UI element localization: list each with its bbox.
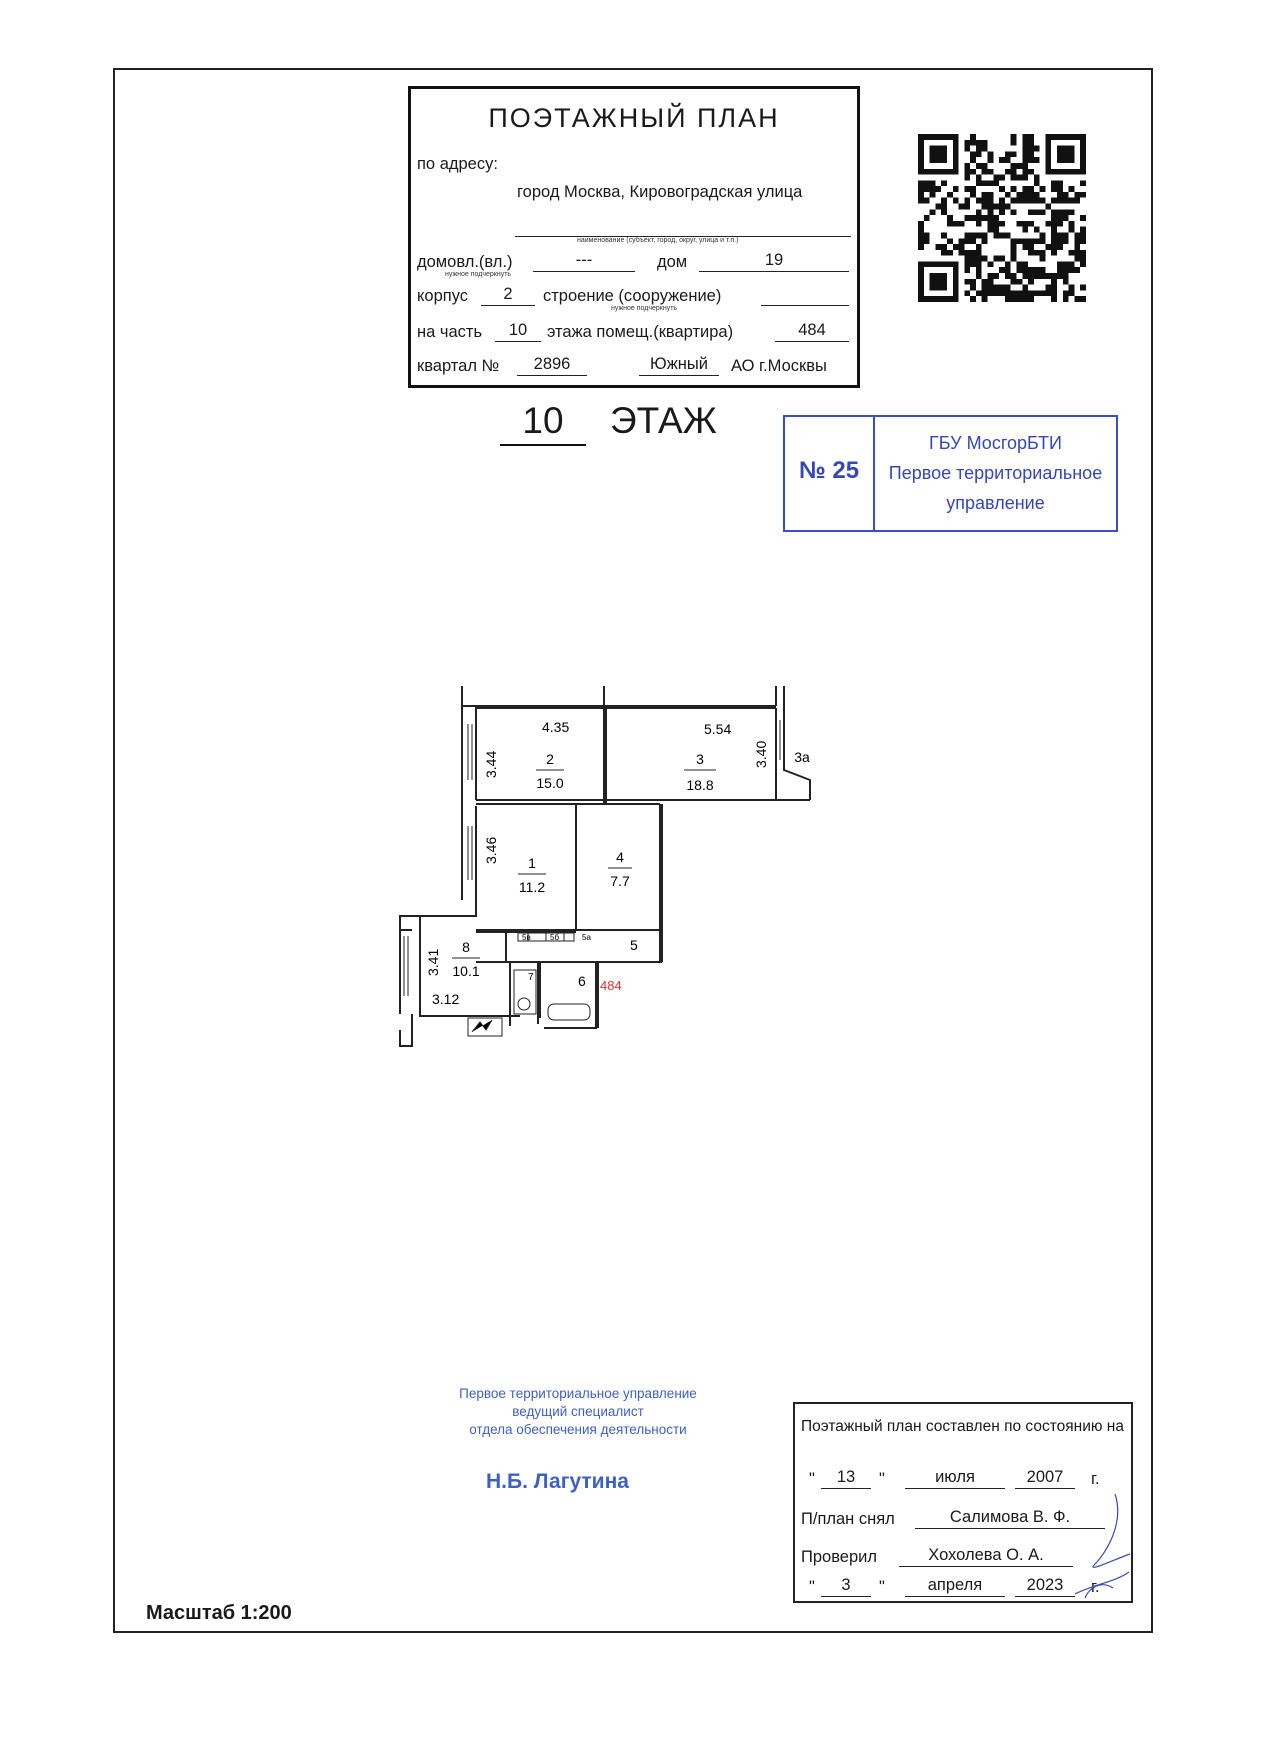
status-box [793,1402,1133,1603]
kvartal-label: квартал № [417,357,500,375]
checked-by: Хохолева О. А. [928,1546,1044,1564]
dim-room2-height: 3.44 [483,750,499,778]
room1-id: 1 [528,855,536,871]
room8-id: 8 [462,939,470,955]
quote-open-1: " [809,1470,815,1488]
dim-room8-height: 3.41 [425,948,441,976]
domovl-value: --- [575,251,593,269]
stamp-org-line2: Первое территориальное [888,463,1103,483]
stamp-org-line3: управление [946,493,1045,513]
pomesh-label: этажа помещ.(квартира) [547,323,734,341]
specialist-name: Н.Б. Лагутина [486,1470,629,1493]
okrug-value: Южный [650,355,708,373]
room2-area: 15.0 [536,775,564,791]
room5b-label: 5б [550,933,560,942]
room4-area: 7.7 [610,873,630,889]
quote-close-1: " [879,1470,885,1488]
surveyed-by: Салимова В. Ф. [949,1508,1071,1526]
quote-open-2: " [809,1578,815,1596]
domovl-hint: нужное подчеркнуть [445,271,512,278]
specialist-line2: ведущий специалист [512,1404,644,1419]
chast-value: 10 [508,321,528,339]
okrug-suffix: АО г.Москвы [731,357,827,375]
status-day1: 13 [836,1468,856,1486]
room5a-label: 5а [582,933,591,942]
plan-heading: ПОЭТАЖНЫЙ ПЛАН [488,103,780,133]
room4-id: 4 [616,849,624,865]
quote-close-2: " [879,1578,885,1596]
specialist-line1: Первое территориальное управление [459,1386,697,1401]
dim-room3-height: 3.40 [753,740,769,768]
status-month2: апреля [927,1576,983,1594]
apt-number-label: 484 [600,978,622,993]
room3-id: 3 [696,751,704,767]
room2-id: 2 [546,751,554,767]
scale-label: Масштаб 1:200 [146,1602,292,1624]
room3a-label: 3а [794,749,810,765]
pomesh-value: 484 [798,321,826,339]
floor-label: ЭТАЖ [610,400,717,441]
korpus-label: корпус [417,287,469,305]
surveyed-label: П/план снял [801,1510,895,1528]
room5v-label: 5в [522,933,531,942]
address-label: по адресу: [417,155,498,173]
chast-label: на часть [417,323,483,341]
korpus-value: 2 [503,285,513,303]
dom-label: дом [657,253,688,271]
floor-number: 10 [522,400,564,441]
dim-room8-width: 3.12 [432,991,460,1007]
title-block [408,86,860,388]
dim-room3-width: 5.54 [704,721,732,737]
room5-label: 5 [630,937,638,953]
specialist-line3: отдела обеспечения деятельности [469,1422,687,1437]
address-value: город Москва, Кировоградская улица [517,183,803,201]
status-year-suffix-1: г. [1091,1470,1100,1488]
status-year2: 2023 [1026,1576,1064,1594]
room3-area: 18.8 [686,777,714,793]
status-day2: 3 [841,1576,851,1594]
bti-stamp [783,415,1118,532]
room6-label: 6 [578,973,586,989]
status-year-suffix-2: г. [1091,1578,1100,1596]
status-header: Поэтажный план составлен по состоянию на [801,1418,1124,1435]
dim-room2-width: 4.35 [542,719,570,735]
floor-plan [385,672,865,1052]
dim-room1-height: 3.46 [483,836,499,864]
domovl-label: домовл.(вл.) [417,253,513,271]
room1-area: 11.2 [518,879,546,895]
stroenie-label: строение (сооружение) [543,287,722,305]
kvartal-value: 2896 [533,355,571,373]
address-hint: наименование (субъект, город, округ, улица и т.п.) [577,237,739,244]
stamp-org-line1: ГБУ МосгорБТИ [929,433,1062,453]
checked-label: Проверил [801,1548,877,1566]
status-year1: 2007 [1026,1468,1064,1486]
room7-label: 7 [528,972,534,983]
signature-scribble [1045,1484,1135,1604]
dom-value: 19 [764,251,784,269]
qr-code [918,134,1086,302]
stroenie-hint: нужное подчеркнуть [611,305,678,312]
status-month1: июля [935,1468,975,1486]
stamp-number: № 25 [798,457,860,484]
room8-area: 10.1 [452,963,480,979]
